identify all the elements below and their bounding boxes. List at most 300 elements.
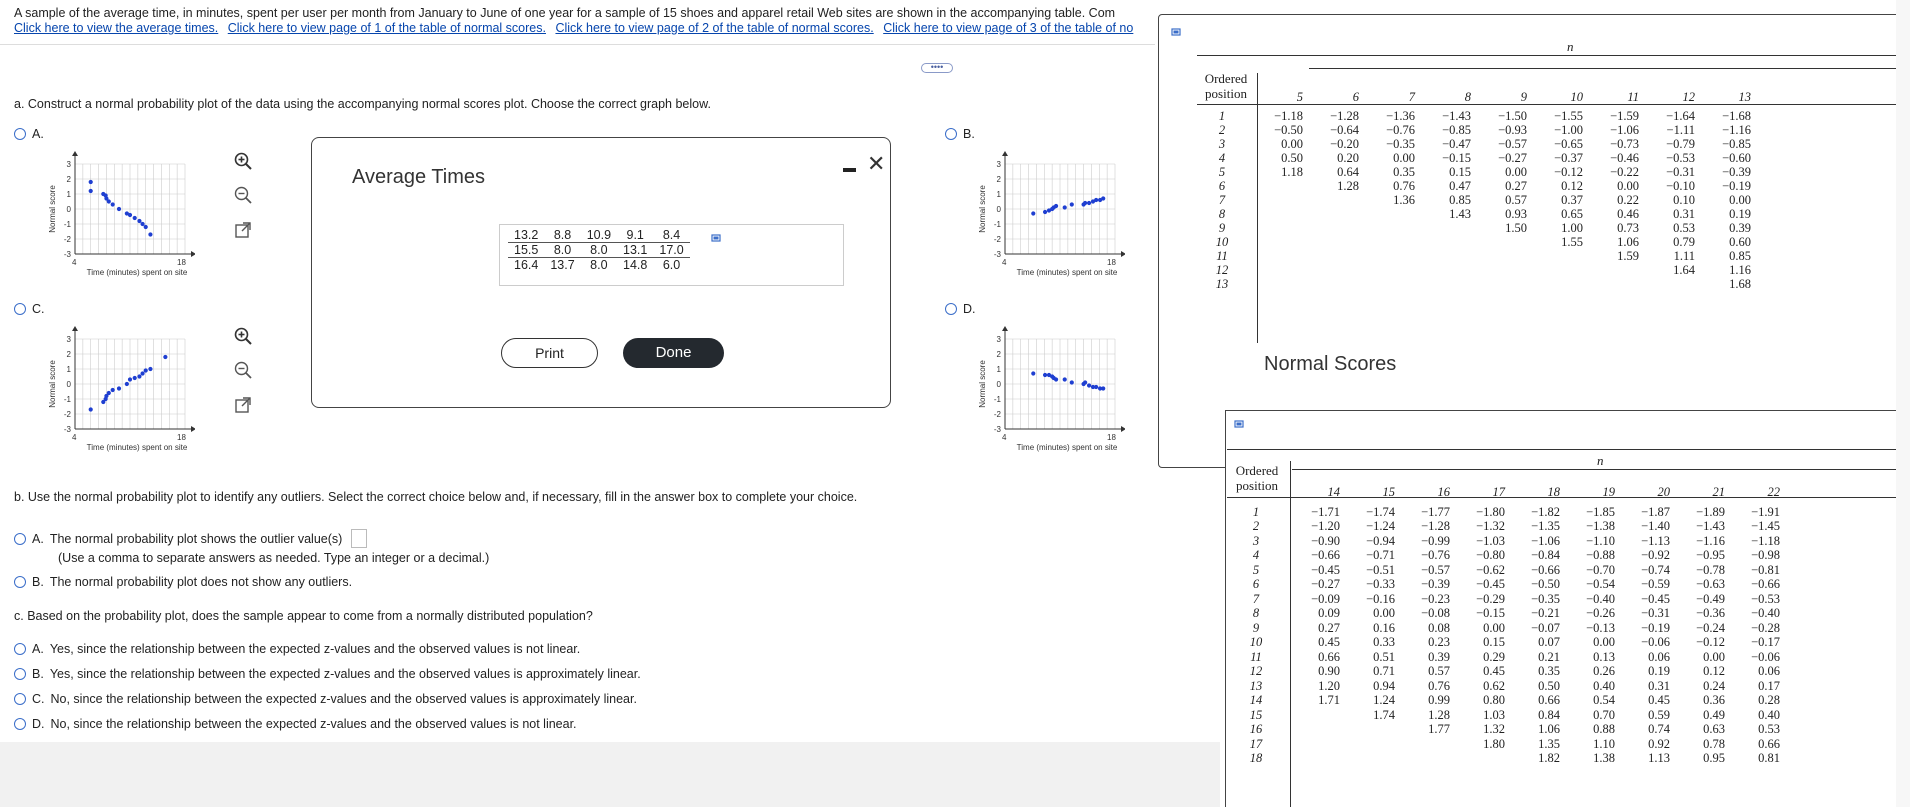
normal-scores-panel-2	[1225, 410, 1910, 807]
table-row	[1227, 592, 1780, 607]
normal-score-cell: −0.10	[1666, 179, 1695, 193]
normal-score-cell: 0.63	[1703, 722, 1725, 737]
ordered-position: 12	[1249, 664, 1263, 679]
ordered-position: 4	[1252, 548, 1260, 563]
normal-score-cell: 0.50	[1281, 151, 1303, 165]
ordered-position: 1	[1218, 109, 1226, 123]
normal-score-cell	[1395, 737, 1450, 752]
ordered-position: 5	[1252, 562, 1260, 577]
normal-score-cell: −0.53	[1751, 591, 1780, 606]
header-divider	[0, 44, 1155, 45]
normal-score-cell: −0.59	[1641, 577, 1670, 592]
popout-icon[interactable]	[233, 220, 253, 240]
normal-score-cell	[1415, 221, 1471, 235]
x-tick-label: 18	[177, 258, 186, 267]
normal-score-cell: 0.45	[1318, 635, 1340, 650]
normal-score-cell: 0.24	[1703, 678, 1725, 693]
dialog-title: Average Times	[352, 166, 486, 188]
radio-a[interactable]	[14, 128, 26, 140]
copy-table-icon[interactable]	[711, 233, 722, 244]
outlier-answer-input[interactable]	[351, 529, 367, 548]
option-text: The normal probability plot does not show any outliers.	[49, 575, 353, 589]
y-axis-label: Normal score	[978, 360, 987, 408]
normal-score-cell: 0.53	[1673, 221, 1695, 235]
table-row	[1197, 179, 1751, 193]
table-row	[1197, 221, 1751, 235]
normal-score-cell: −1.82	[1531, 504, 1560, 519]
table-row	[1227, 505, 1780, 520]
table-rule	[1227, 449, 1897, 450]
normal-score-cell: −0.06	[1751, 649, 1780, 664]
ordered-position: 11	[1216, 249, 1228, 263]
normal-score-cell: −0.15	[1442, 151, 1471, 165]
normal-score-cell: 0.39	[1729, 221, 1751, 235]
normal-score-cell: 0.35	[1538, 664, 1560, 679]
normal-score-cell	[1247, 193, 1303, 207]
normal-score-cell: −0.73	[1610, 137, 1639, 151]
table-cell: 13.7	[550, 258, 575, 272]
data-point	[1063, 205, 1067, 209]
table-row	[1227, 534, 1780, 549]
normal-score-cell	[1415, 263, 1471, 277]
zoom-out-icon[interactable]	[233, 185, 253, 205]
normal-scores-title: Normal Scores	[1264, 353, 1397, 375]
data-point	[117, 386, 121, 390]
normal-score-cell: −1.18	[1274, 109, 1303, 123]
table-row	[1227, 664, 1780, 679]
x-tick-label: 4	[1002, 433, 1007, 442]
normal-score-cell: −0.33	[1366, 577, 1395, 592]
normal-score-cell: 0.35	[1393, 165, 1415, 179]
normal-score-cell: 0.51	[1373, 649, 1395, 664]
normal-score-cell	[1471, 249, 1527, 263]
normal-score-cell	[1359, 235, 1415, 249]
table-row	[508, 228, 690, 243]
radio[interactable]	[14, 643, 26, 655]
normal-score-cell: −0.26	[1586, 606, 1615, 621]
normal-score-cell: −0.39	[1722, 165, 1751, 179]
ordered-position: 7	[1252, 591, 1260, 606]
table-cell: 8.0	[590, 258, 608, 272]
normal-score-cell	[1247, 207, 1303, 221]
normal-score-cell: −0.66	[1751, 577, 1780, 592]
normal-score-cell	[1247, 179, 1303, 193]
radio[interactable]	[14, 718, 26, 730]
normal-score-cell: 1.20	[1318, 678, 1340, 693]
normal-score-cell: 1.55	[1561, 235, 1583, 249]
normal-score-cell: −0.31	[1641, 606, 1670, 621]
normal-score-cell: 0.19	[1648, 664, 1670, 679]
normal-score-cell	[1247, 221, 1303, 235]
y-tick-label: 1	[996, 190, 1001, 199]
normal-score-cell: 1.82	[1538, 751, 1560, 766]
normal-score-cell: 0.99	[1428, 693, 1450, 708]
part-c-option-d[interactable]	[14, 717, 577, 731]
normal-score-cell: 0.66	[1318, 649, 1340, 664]
y-tick-label: -2	[993, 235, 1001, 244]
option-c[interactable]	[14, 302, 45, 316]
link-normal-scores-page-1[interactable]: Click here to view page of 1 of the table of normal scores.	[227, 21, 546, 35]
normal-score-cell	[1359, 277, 1415, 291]
normal-score-cell: 0.74	[1648, 722, 1670, 737]
radio-d[interactable]	[945, 303, 957, 315]
y-tick-label: 1	[66, 190, 71, 199]
normal-score-cell: −1.28	[1421, 519, 1450, 534]
table-row	[508, 258, 690, 273]
normal-score-cell: 0.70	[1593, 707, 1615, 722]
normal-score-cell: −0.53	[1666, 151, 1695, 165]
normal-score-cell: −1.24	[1366, 519, 1395, 534]
table-cell: 8.0	[581, 243, 617, 258]
y-tick-label: 2	[66, 350, 71, 359]
normal-score-cell	[1359, 207, 1415, 221]
table-row	[1197, 123, 1751, 137]
normal-score-cell: −0.24	[1696, 620, 1725, 635]
table-row	[1227, 722, 1780, 737]
data-point	[1101, 196, 1105, 200]
table-row	[1197, 109, 1751, 123]
link-normal-scores-page-3[interactable]: Click here to view page of 3 of the table of no	[883, 21, 1134, 35]
radio[interactable]	[14, 576, 26, 588]
table-cell: 13.2	[508, 228, 544, 243]
normal-score-cell: 1.59	[1617, 249, 1639, 263]
normal-score-cell: −0.35	[1531, 591, 1560, 606]
y-tick-label: 3	[66, 160, 71, 169]
data-point	[140, 222, 144, 226]
x-tick-label: 4	[1002, 258, 1007, 267]
y-tick-label: 2	[996, 350, 1001, 359]
normal-score-cell: 0.73	[1617, 221, 1639, 235]
data-point	[111, 202, 115, 206]
data-point	[89, 189, 93, 193]
radio[interactable]	[14, 533, 26, 545]
normal-score-cell: 0.92	[1648, 736, 1670, 751]
y-tick-label: 0	[996, 205, 1001, 214]
data-point	[163, 355, 167, 359]
normal-score-cell: −0.70	[1586, 562, 1615, 577]
normal-score-cell: −1.74	[1366, 504, 1395, 519]
normal-score-cell: −0.66	[1311, 548, 1340, 563]
normal-score-cell	[1527, 263, 1583, 277]
normal-score-cell: −0.80	[1476, 548, 1505, 563]
data-point	[148, 367, 152, 371]
table-row	[1227, 635, 1780, 650]
table-row	[1197, 137, 1751, 151]
more-content-toggle[interactable]: ••••	[921, 63, 953, 73]
part-b-question: b. Use the normal probability plot to identify any outliers. Select the correct choice below and, if necessary, fill in the answer box to complete your choice.	[14, 490, 858, 504]
table-row	[1227, 650, 1780, 665]
normal-score-cell	[1285, 751, 1340, 766]
table-row	[1227, 708, 1780, 723]
copy-table-icon[interactable]	[1234, 419, 1245, 430]
data-point	[1087, 201, 1091, 205]
normal-score-cell: 1.18	[1281, 165, 1303, 179]
normal-score-cell	[1583, 277, 1639, 291]
normal-score-cell: −0.40	[1586, 591, 1615, 606]
zoom-in-icon[interactable]	[233, 151, 253, 171]
option-a-label: A.	[32, 127, 44, 141]
normal-scores-table-2	[1227, 431, 1897, 807]
radio[interactable]	[14, 693, 26, 705]
y-tick-label: 0	[66, 380, 71, 389]
ordered-position: 9	[1252, 620, 1260, 635]
ordered-position: 1	[1252, 504, 1260, 519]
column-header: 15	[1382, 484, 1395, 499]
normal-score-cell: −0.08	[1421, 606, 1450, 621]
normal-score-cell: 1.06	[1617, 235, 1639, 249]
normal-score-cell: −0.27	[1498, 151, 1527, 165]
normal-score-cell	[1303, 207, 1359, 221]
normal-score-cell: 0.00	[1593, 635, 1615, 650]
normal-score-cell: 0.39	[1428, 649, 1450, 664]
option-b-label: B.	[963, 127, 975, 141]
normal-score-cell: 0.59	[1648, 707, 1670, 722]
column-header: 22	[1767, 484, 1780, 499]
option-c-label: C.	[32, 302, 45, 316]
data-point	[1083, 201, 1087, 205]
data-point	[137, 374, 141, 378]
table-cell: 8.4	[653, 228, 689, 243]
radio-c[interactable]	[14, 303, 26, 315]
normal-score-cell	[1471, 235, 1527, 249]
normal-score-cell: 0.26	[1593, 664, 1615, 679]
data-point	[1031, 211, 1035, 215]
copy-table-icon[interactable]	[1171, 27, 1182, 38]
zoom-out-icon[interactable]	[233, 360, 253, 380]
normal-score-cell: −1.18	[1751, 533, 1780, 548]
done-button[interactable]: Done	[623, 338, 724, 368]
data-point	[107, 199, 111, 203]
normal-score-cell: −1.38	[1586, 519, 1615, 534]
resource-links	[14, 21, 1159, 35]
column-header: 18	[1547, 484, 1560, 499]
table-cell: 15.5	[508, 243, 544, 258]
y-tick-label: -3	[63, 425, 71, 434]
normal-score-cell: −0.54	[1586, 577, 1615, 592]
y-axis-arrow	[72, 151, 78, 156]
part-b-option-a[interactable]	[14, 529, 367, 548]
normal-score-cell: −0.51	[1366, 562, 1395, 577]
data-point	[1094, 198, 1098, 202]
data-point	[128, 213, 132, 217]
normal-score-cell: −0.07	[1531, 620, 1560, 635]
plot-a	[30, 150, 195, 285]
normal-score-cell	[1247, 263, 1303, 277]
normal-score-cell: −1.45	[1751, 519, 1780, 534]
y-tick-label: 3	[996, 335, 1001, 344]
option-d[interactable]	[945, 302, 976, 316]
data-point	[148, 232, 152, 236]
normal-score-cell: −1.64	[1666, 109, 1695, 123]
normal-score-cell: 0.45	[1648, 693, 1670, 708]
option-letter: D.	[32, 717, 45, 731]
y-tick-label: -2	[63, 235, 71, 244]
n-header: n	[1597, 453, 1604, 468]
y-tick-label: -3	[993, 250, 1001, 259]
normal-score-cell	[1303, 193, 1359, 207]
y-tick-label: 0	[66, 205, 71, 214]
normal-score-cell: −0.40	[1751, 606, 1780, 621]
y-tick-label: 2	[66, 175, 71, 184]
ordered-position: 6	[1252, 577, 1260, 592]
normal-score-cell: −0.28	[1751, 620, 1780, 635]
part-c-option-a[interactable]	[14, 642, 580, 656]
footer-area	[0, 742, 1220, 807]
part-c-option-b[interactable]	[14, 667, 641, 681]
column-header: 11	[1627, 89, 1639, 104]
option-text: Yes, since the relationship between the expected z-values and the observed values is approximately linear.	[49, 667, 641, 681]
normal-score-cell: −0.50	[1531, 577, 1560, 592]
normal-score-cell: 0.00	[1281, 137, 1303, 151]
normal-score-cell: −0.65	[1554, 137, 1583, 151]
y-axis-label: Normal score	[48, 360, 57, 408]
normal-score-cell: −0.94	[1366, 533, 1395, 548]
normal-score-cell: −0.60	[1722, 151, 1751, 165]
link-average-times[interactable]: Click here to view the average times.	[14, 21, 219, 35]
normal-scores-panel-1	[1158, 14, 1910, 468]
ordered-position: 13	[1249, 678, 1263, 693]
normal-score-cell: −1.43	[1696, 519, 1725, 534]
normal-score-cell: −0.13	[1586, 620, 1615, 635]
option-letter: A.	[32, 642, 44, 656]
y-tick-label: 1	[66, 365, 71, 374]
normal-score-cell	[1415, 249, 1471, 263]
normal-score-cell: 1.71	[1318, 693, 1340, 708]
normal-score-cell: 1.36	[1393, 193, 1415, 207]
x-tick-label: 18	[1107, 258, 1116, 267]
y-tick-label: 3	[66, 335, 71, 344]
ordered-position: 12	[1215, 263, 1229, 277]
normal-score-cell: 1.13	[1648, 751, 1670, 766]
part-b-hint: (Use a comma to separate answers as needed. Type an integer or a decimal.)	[58, 551, 490, 565]
y-tick-label: -3	[63, 250, 71, 259]
ordered-position: 7	[1218, 193, 1226, 207]
data-point	[1054, 204, 1058, 208]
radio[interactable]	[14, 668, 26, 680]
option-b[interactable]	[945, 127, 975, 141]
option-d-label: D.	[963, 302, 976, 316]
table-row	[1197, 263, 1751, 277]
normal-score-cell: −1.36	[1386, 109, 1415, 123]
y-tick-label: 2	[996, 175, 1001, 184]
column-header: 17	[1492, 484, 1505, 499]
average-times-table	[499, 224, 844, 286]
link-normal-scores-page-2[interactable]: Click here to view page of 2 of the table of normal scores.	[555, 21, 874, 35]
normal-score-cell	[1303, 277, 1359, 291]
normal-score-cell: −1.55	[1554, 109, 1583, 123]
y-axis-arrow	[1002, 326, 1008, 331]
normal-score-cell: 0.93	[1505, 207, 1527, 221]
normal-score-cell: −0.49	[1696, 591, 1725, 606]
normal-score-cell: 1.11	[1673, 249, 1695, 263]
problem-intro: A sample of the average time, in minutes, spent per user per month from January to June of one year for a sample of 15 shoes and apparel retail Web sites are shown in the accompanying table. Com	[14, 6, 1116, 20]
normal-score-cell: 0.09	[1318, 606, 1340, 621]
normal-score-cell	[1285, 737, 1340, 752]
normal-score-cell: −0.45	[1641, 591, 1670, 606]
zoom-in-icon[interactable]	[233, 326, 253, 346]
option-a[interactable]	[14, 127, 44, 141]
normal-score-cell: −0.09	[1311, 591, 1340, 606]
normal-score-cell	[1583, 263, 1639, 277]
normal-score-cell: 0.88	[1593, 722, 1615, 737]
normal-score-cell: −0.57	[1421, 562, 1450, 577]
normal-score-cell: 1.38	[1593, 751, 1615, 766]
column-header: 16	[1437, 484, 1450, 499]
normal-scores-grid-1	[1197, 84, 1751, 291]
normal-score-cell: −1.00	[1554, 123, 1583, 137]
ordered-position: 2	[1252, 519, 1260, 534]
data-point	[111, 388, 115, 392]
normal-score-cell: −0.81	[1751, 562, 1780, 577]
y-axis-label: Normal score	[978, 185, 987, 233]
table-rule	[1309, 68, 1909, 69]
scrollbar[interactable]	[1896, 0, 1910, 807]
normal-score-cell: 1.00	[1561, 221, 1583, 235]
normal-score-cell: −1.03	[1476, 533, 1505, 548]
normal-score-cell: 0.40	[1758, 707, 1780, 722]
normal-score-cell: −1.35	[1531, 519, 1560, 534]
popout-icon[interactable]	[233, 395, 253, 415]
normal-score-cell: 0.00	[1393, 151, 1415, 165]
normal-score-cell: 0.64	[1337, 165, 1359, 179]
column-header: 10	[1570, 89, 1583, 104]
normal-score-cell: −0.27	[1311, 577, 1340, 592]
normal-score-cell: 0.65	[1561, 207, 1583, 221]
normal-score-cell: 1.80	[1483, 736, 1505, 751]
print-button[interactable]: Print	[501, 338, 598, 368]
normal-score-cell: −0.99	[1421, 533, 1450, 548]
normal-score-cell: −1.32	[1476, 519, 1505, 534]
normal-score-cell: −0.88	[1586, 548, 1615, 563]
normal-score-cell	[1471, 277, 1527, 291]
normal-score-cell: 1.64	[1673, 263, 1695, 277]
minimize-button[interactable]	[843, 168, 856, 172]
data-point	[1083, 380, 1087, 384]
radio-b[interactable]	[945, 128, 957, 140]
part-c-option-c[interactable]	[14, 692, 637, 706]
normal-score-cell: 1.24	[1373, 693, 1395, 708]
x-axis-label: Time (minutes) spent on site	[86, 443, 188, 452]
normal-score-cell	[1639, 277, 1695, 291]
data-point	[133, 216, 137, 220]
part-b-option-b[interactable]	[14, 575, 352, 589]
normal-score-cell: −0.39	[1421, 577, 1450, 592]
data-point	[137, 219, 141, 223]
table-row	[1227, 737, 1780, 752]
header-line: Ordered	[1235, 463, 1279, 478]
ordered-position: 18	[1249, 751, 1263, 766]
normal-score-cell: 0.78	[1703, 736, 1725, 751]
column-header: 21	[1712, 484, 1725, 499]
normal-score-cell: −1.16	[1696, 533, 1725, 548]
normal-score-cell	[1471, 263, 1527, 277]
column-header: 9	[1520, 89, 1527, 104]
normal-score-cell: 0.12	[1561, 179, 1583, 193]
close-button[interactable]: ✕	[867, 151, 886, 176]
ordered-position: 13	[1215, 277, 1229, 291]
normal-score-cell: 0.95	[1703, 751, 1725, 766]
table-row	[1197, 277, 1751, 291]
normal-score-cell: 1.28	[1428, 707, 1450, 722]
normal-score-cell: −0.23	[1421, 591, 1450, 606]
normal-score-cell: 1.77	[1428, 722, 1450, 737]
data-point	[133, 376, 137, 380]
data-point	[140, 371, 144, 375]
data-point	[89, 180, 93, 184]
normal-score-cell: −0.57	[1498, 137, 1527, 151]
table-cell: 14.8	[623, 258, 648, 272]
normal-score-cell: −0.20	[1330, 137, 1359, 151]
